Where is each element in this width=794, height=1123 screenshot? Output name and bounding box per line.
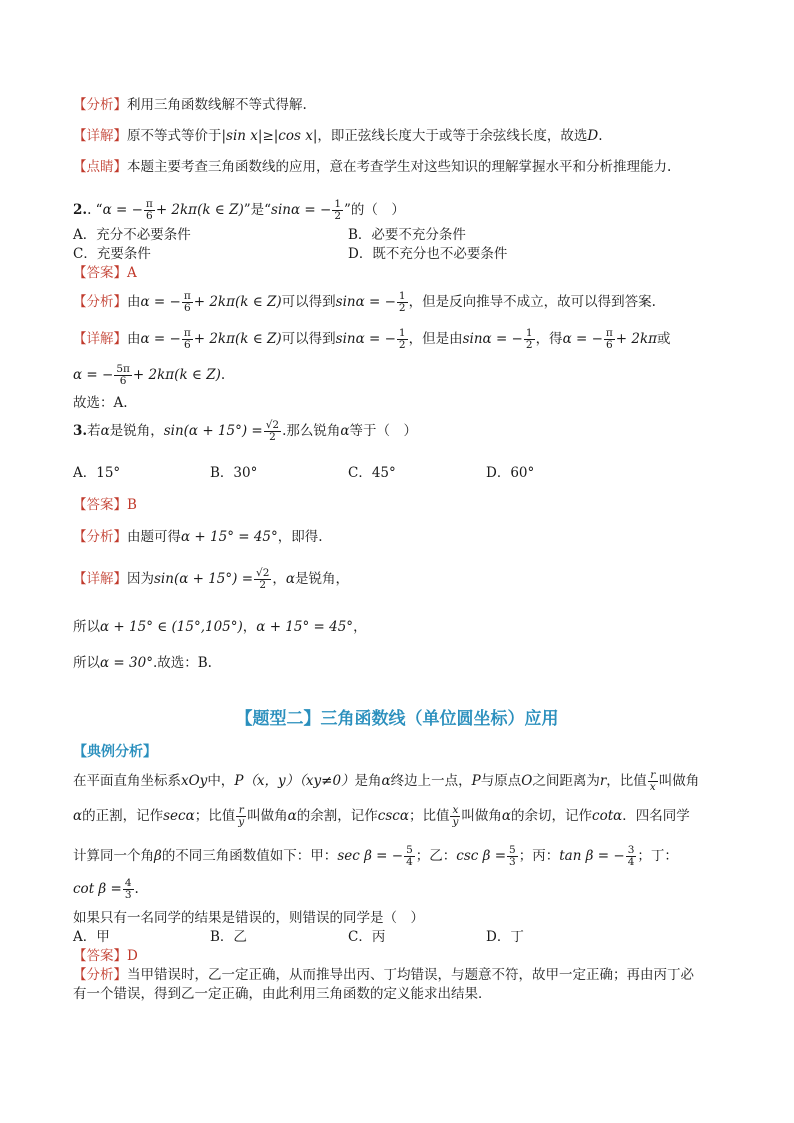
text: .故选：B. xyxy=(152,655,212,671)
text: 由 xyxy=(127,331,141,347)
detail-tag: 【详解】 xyxy=(73,331,127,347)
stem-text: 若 xyxy=(87,423,101,439)
math: β xyxy=(154,848,162,864)
text: 叫做角 xyxy=(461,808,502,824)
text: 或 xyxy=(657,331,671,347)
math: α = − xyxy=(102,202,143,218)
text: 所以 xyxy=(73,619,100,635)
question-3-stem xyxy=(73,420,417,443)
detail-line xyxy=(73,328,671,351)
text: 终边上一点， xyxy=(390,773,472,789)
stem-text: 是锐角， xyxy=(109,423,164,439)
fraction xyxy=(397,328,408,351)
text: ， xyxy=(353,619,367,635)
numerator: π xyxy=(145,198,153,210)
final-line: 故选：A. xyxy=(73,395,128,411)
stem-text: ”是“ xyxy=(243,202,272,218)
math: α = − xyxy=(140,294,181,310)
option-c: C．45° xyxy=(348,465,396,481)
text: ；比值 xyxy=(408,808,450,824)
text: 可以得到 xyxy=(281,294,336,310)
numerator: 1 xyxy=(525,327,533,339)
example-line-1: 在平面直角坐标系xOy中，P（x，y）（xy≠0）是角α终边上一点，P与原点O之间距离为r，比值 $\frac{r}{x}$ 叫做角 xyxy=(73,769,700,793)
fraction xyxy=(236,805,246,828)
denominator: 2 xyxy=(259,579,267,591)
comment-tag: 【点睛】 xyxy=(73,159,127,175)
detail-line-3 xyxy=(73,654,212,673)
numerator: √2 xyxy=(256,567,270,579)
text: ，即得. xyxy=(277,529,323,545)
numerator: π xyxy=(183,327,191,339)
detail-text: ，即正弦线长度大于或等于余弦线长度，故选 xyxy=(317,128,588,144)
text: 可以得到 xyxy=(281,331,336,347)
answer-line xyxy=(73,947,138,966)
answer-tag: 【答案】 xyxy=(73,497,127,513)
detail-line-2 xyxy=(73,618,367,637)
numerator: 4 xyxy=(124,877,132,889)
period: . xyxy=(134,881,139,897)
math: (k ∈ Z) xyxy=(234,294,282,310)
numerator: √2 xyxy=(265,419,280,431)
analysis-line xyxy=(73,966,694,985)
analysis-line xyxy=(73,528,323,547)
math: α xyxy=(340,423,350,439)
option-d: D．丁 xyxy=(486,929,524,945)
math: α = − xyxy=(562,331,603,347)
numerator: x xyxy=(450,805,460,817)
fraction xyxy=(524,328,535,351)
example-line-3 xyxy=(73,845,678,868)
question-2-stem xyxy=(73,199,405,222)
option-c: C．丙 xyxy=(348,929,386,945)
math: r xyxy=(599,773,607,789)
fraction xyxy=(450,805,460,828)
math: sinα = − xyxy=(335,331,396,347)
inequality: |sin x|≥|cos x| xyxy=(221,128,318,144)
option-d: D．60° xyxy=(486,465,535,481)
answer-tag: 【答案】 xyxy=(73,265,127,281)
text: 的余切，记作 xyxy=(511,808,593,824)
denominator: 2 xyxy=(525,339,533,351)
analysis-line xyxy=(73,291,656,314)
fraction xyxy=(182,328,193,351)
choice-letter: D xyxy=(587,128,599,144)
math: sinα = − xyxy=(462,331,523,347)
text: ；比值 xyxy=(194,808,236,824)
answer-line xyxy=(73,496,137,515)
text: 由 xyxy=(127,294,141,310)
comment-line xyxy=(73,158,671,177)
text: ；丙： xyxy=(518,848,560,864)
example-question: 如果只有一名同学的结果是错误的，则错误的同学是（ ） xyxy=(73,910,424,926)
math: α = − xyxy=(140,331,181,347)
text: ，但是反向推导不成立，故可以得到答案. xyxy=(408,294,656,310)
math: sinα = − xyxy=(271,202,332,218)
text: 叫做角 xyxy=(658,773,700,789)
question-number: 2. xyxy=(73,202,88,218)
math: + 2kπ xyxy=(132,367,175,383)
math: (k ∈ Z) xyxy=(197,202,244,218)
answer-tag: 【答案】 xyxy=(73,948,127,964)
analysis-tag: 【分析】 xyxy=(73,967,127,983)
detail-line xyxy=(73,127,603,146)
denominator: 6 xyxy=(183,339,191,351)
denominator: 2 xyxy=(398,302,406,314)
text: ．四名同学 xyxy=(622,808,690,824)
example-line-4 xyxy=(73,878,139,901)
text: ，比值 xyxy=(606,773,647,789)
numerator: 1 xyxy=(334,198,341,210)
denominator: 4 xyxy=(627,856,635,868)
answer-value: A xyxy=(127,265,137,281)
denominator: 2 xyxy=(398,339,406,351)
analysis-tag: 【分析】 xyxy=(73,529,127,545)
math: P（x，y）（xy≠0） xyxy=(234,773,355,789)
text: ，但是由 xyxy=(408,331,463,347)
text: ；乙： xyxy=(415,848,457,864)
detail-line-2 xyxy=(73,364,225,387)
math: α = − xyxy=(73,367,114,383)
denominator: x xyxy=(649,781,656,793)
denominator: 3 xyxy=(509,856,516,868)
math: α xyxy=(285,571,296,587)
detail-text: 原不等式等价于 xyxy=(127,128,222,144)
numerator: 3 xyxy=(627,844,635,856)
math: sinα = − xyxy=(335,294,396,310)
fraction xyxy=(264,420,281,443)
numerator: 1 xyxy=(398,290,406,302)
math: α xyxy=(100,423,110,439)
text: 所以 xyxy=(73,655,100,671)
text: 中， xyxy=(207,773,235,789)
fraction xyxy=(604,328,615,351)
fraction xyxy=(648,770,658,793)
text: 是锐角， xyxy=(295,571,350,587)
fraction xyxy=(144,199,155,222)
text: ，得 xyxy=(535,331,563,347)
math: cot β = xyxy=(73,881,122,897)
option-d: D．既不充分也不必要条件 xyxy=(348,246,508,262)
denominator: 6 xyxy=(119,375,127,387)
denominator: y xyxy=(238,816,245,828)
math: xOy xyxy=(181,773,208,789)
numerator: π xyxy=(605,327,613,339)
example-line-2: α的正割，记作secα；比值 $\frac{r}{y}$ 叫做角α的余割，记作cscα；比值 $\frac{x}{y}$ 叫做角α的余切，记作cotα．四名同学 xyxy=(73,804,690,828)
math: + 2kπ xyxy=(615,331,658,347)
denominator: 2 xyxy=(334,210,341,222)
fraction xyxy=(626,845,637,868)
math: sec β = − xyxy=(337,848,404,864)
stem-text: ”的（ ） xyxy=(344,202,405,218)
math: (k ∈ Z) xyxy=(174,367,221,383)
option-a: A．充分不必要条件 xyxy=(73,227,191,243)
analysis-tag: 【分析】 xyxy=(73,294,127,310)
answer-value: D xyxy=(127,948,138,964)
fraction xyxy=(332,199,343,222)
math: α = 30° xyxy=(100,655,153,671)
fraction xyxy=(254,568,271,591)
section-subtitle: 【典例分析】 xyxy=(73,744,157,760)
fraction xyxy=(114,364,132,387)
denominator: 4 xyxy=(406,856,413,868)
analysis-line xyxy=(73,96,307,115)
denominator: 3 xyxy=(124,889,132,901)
period: . xyxy=(220,367,226,383)
numerator: r xyxy=(648,770,658,782)
math: + 2kπ xyxy=(193,294,235,310)
section-title: 【题型二】三角函数线（单位圆坐标）应用 xyxy=(235,709,559,729)
text: 是角 xyxy=(354,773,382,789)
denominator: 2 xyxy=(269,431,276,443)
stem-text: . “ xyxy=(87,202,103,218)
option-a: A．15° xyxy=(73,465,121,481)
math: α + 15° = 45° xyxy=(181,529,278,545)
text: 与原点 xyxy=(480,773,522,789)
detail-tag: 【详解】 xyxy=(73,128,127,144)
fraction xyxy=(397,291,408,314)
denominator: 6 xyxy=(183,302,191,314)
math: tan β = − xyxy=(559,848,625,864)
math: (k ∈ Z) xyxy=(234,331,282,347)
denominator: y xyxy=(452,816,459,828)
math: sin(α + 15°) = xyxy=(163,423,263,439)
detail-line xyxy=(73,568,349,591)
fraction xyxy=(123,878,134,901)
numerator: 5π xyxy=(116,363,130,375)
text: ， xyxy=(242,619,257,635)
text: 叫做角 xyxy=(247,808,288,824)
math: + 2kπ xyxy=(155,202,198,218)
denominator: 6 xyxy=(606,339,613,351)
fraction xyxy=(182,291,193,314)
answer-value: B xyxy=(127,497,137,513)
option-b: B．乙 xyxy=(210,929,247,945)
text: 之间距离为 xyxy=(532,773,600,789)
fraction xyxy=(404,845,415,868)
analysis-tag: 【分析】 xyxy=(73,97,127,113)
fraction xyxy=(507,845,518,868)
math: cotα xyxy=(592,808,623,824)
analysis-text: 当甲错误时，乙一定正确，从而推导出丙、丁均错误，与题意不符，故甲一定正确；再由丙丁必 xyxy=(127,967,694,983)
math: + 2kπ xyxy=(193,331,235,347)
denominator: 6 xyxy=(146,210,153,222)
option-c: C．充要条件 xyxy=(73,246,151,262)
math: cscα xyxy=(377,808,409,824)
text: 因为 xyxy=(127,571,154,587)
option-a: A．甲 xyxy=(73,929,110,945)
math: csc β = xyxy=(456,848,507,864)
comment-text: 本题主要考查三角函数线的应用，意在考查学生对这些知识的理解掌握水平和分析推理能力. xyxy=(127,159,672,175)
text: 计算同一个角 xyxy=(73,848,154,864)
question-number: 3. xyxy=(73,423,88,439)
math: α + 15° ∈ (15°,105°) xyxy=(100,619,243,635)
numerator: π xyxy=(183,290,191,302)
math: α + 15° = 45° xyxy=(256,619,354,635)
detail-tag: 【详解】 xyxy=(73,571,127,587)
text: ；丁： xyxy=(637,848,678,864)
stem-text: 等于（ ） xyxy=(349,423,418,439)
option-b: B．必要不充分条件 xyxy=(348,227,466,243)
numerator: 1 xyxy=(398,327,406,339)
text: 由题可得 xyxy=(127,529,181,545)
numerator: r xyxy=(236,805,246,817)
text: ， xyxy=(272,571,286,587)
text: 的不同三角函数值如下：甲： xyxy=(161,848,338,864)
math: secα xyxy=(163,808,195,824)
numerator: 5 xyxy=(406,844,413,856)
analysis-text: 利用三角函数线解不等式得解. xyxy=(127,97,307,113)
text: 的余割，记作 xyxy=(296,808,378,824)
numerator: 5 xyxy=(509,844,516,856)
answer-line xyxy=(73,264,137,283)
text: 的正割，记作 xyxy=(82,808,164,824)
analysis-line-2: 有一个错误，得到乙一定正确，由此利用三角函数的定义能求出结果． xyxy=(73,986,492,1002)
stem-text: .那么锐角 xyxy=(282,423,341,439)
option-b: B．30° xyxy=(210,465,258,481)
math: sin(α + 15°) = xyxy=(154,571,254,587)
text: 在平面直角坐标系 xyxy=(73,773,181,789)
period: . xyxy=(598,128,603,144)
